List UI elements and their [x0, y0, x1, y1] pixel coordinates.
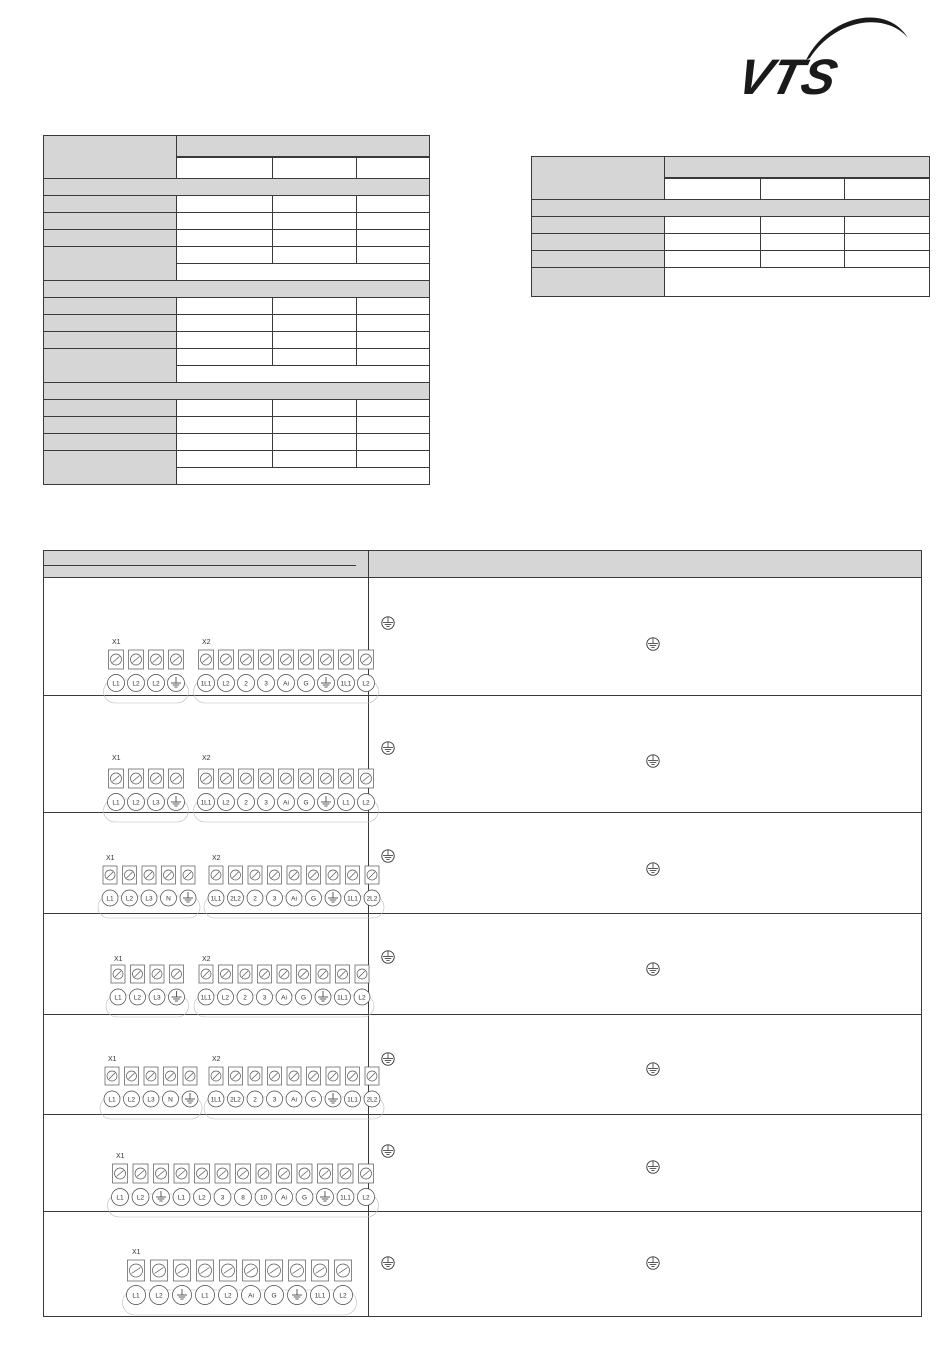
svg-text:1L1: 1L1	[347, 1096, 358, 1104]
svg-text:G: G	[310, 895, 317, 903]
screw-terminal-icon	[326, 1067, 340, 1085]
screw-terminal-icon	[209, 866, 223, 884]
screw-terminal-icon	[169, 650, 184, 669]
screw-terminal-icon	[243, 1260, 260, 1281]
screw-terminal-icon	[279, 650, 294, 669]
protective-earth-icon	[381, 849, 395, 863]
screw-terminal-icon	[268, 1067, 282, 1085]
svg-text:L2: L2	[127, 1096, 136, 1104]
screw-terminal-icon	[346, 866, 360, 884]
terminal-label	[108, 794, 125, 811]
terminal-label	[198, 675, 215, 692]
screw-terminal-icon	[150, 965, 164, 983]
screw-terminal-icon	[239, 650, 254, 669]
screw-terminal-icon	[169, 769, 184, 788]
terminal-label	[150, 1286, 169, 1305]
terminal-label	[265, 1286, 284, 1305]
svg-text:L1: L1	[201, 1292, 209, 1300]
svg-text:G: G	[301, 1194, 308, 1202]
svg-text:Ai: Ai	[283, 799, 289, 807]
terminal-block-label: X1	[112, 639, 121, 646]
screw-terminal-icon	[142, 866, 156, 884]
screw-terminal-icon	[109, 769, 124, 788]
protective-earth-icon	[646, 1256, 660, 1270]
terminal-label	[208, 890, 224, 906]
screw-terminal-icon	[197, 1260, 214, 1281]
ground-cell-1	[369, 578, 922, 696]
svg-text:L1: L1	[106, 895, 114, 903]
terminal-label	[235, 1189, 252, 1206]
terminal-label	[267, 890, 283, 906]
protective-earth-icon	[381, 1144, 395, 1158]
terminal-label	[127, 1286, 146, 1305]
screw-terminal-icon	[239, 769, 254, 788]
terminal-label	[124, 1091, 140, 1107]
screw-terminal-icon	[105, 1067, 119, 1085]
svg-text:L2: L2	[198, 1194, 206, 1202]
ground-icon	[318, 794, 335, 811]
svg-text:Ai: Ai	[248, 1292, 254, 1300]
screw-terminal-icon	[336, 965, 350, 983]
screw-terminal-icon	[299, 769, 314, 788]
screw-terminal-icon	[339, 769, 354, 788]
screw-terminal-icon	[319, 769, 334, 788]
screw-terminal-icon	[149, 769, 164, 788]
terminal-label	[306, 890, 322, 906]
terminal-label	[296, 1189, 313, 1206]
screw-terminal-icon	[170, 965, 184, 983]
terminal-label	[255, 1189, 272, 1206]
svg-text:L3: L3	[152, 799, 160, 807]
terminal-label	[196, 1286, 215, 1305]
ground-icon	[168, 675, 185, 692]
terminal-diagram-6	[44, 1115, 369, 1212]
terminal-label	[219, 1286, 238, 1305]
screw-terminal-icon	[125, 1067, 139, 1085]
screw-terminal-icon	[219, 965, 233, 983]
screw-terminal-icon	[248, 866, 262, 884]
screw-terminal-icon	[259, 650, 274, 669]
terminal-label	[194, 1189, 211, 1206]
svg-text:Ai: Ai	[281, 1194, 287, 1202]
screw-terminal-icon	[318, 1164, 333, 1183]
terminal-label	[208, 1091, 224, 1107]
ground-icon	[325, 1091, 341, 1107]
terminal-label	[298, 675, 315, 692]
screw-terminal-icon	[144, 1067, 158, 1085]
svg-text:3: 3	[220, 1194, 225, 1202]
screw-terminal-icon	[229, 1067, 243, 1085]
terminal-label	[130, 989, 146, 1005]
svg-text:G: G	[300, 994, 307, 1002]
screw-terminal-icon	[346, 1067, 360, 1085]
screw-terminal-icon	[279, 769, 294, 788]
ground-icon	[315, 989, 331, 1005]
terminal-label	[345, 1091, 361, 1107]
ground-icon	[168, 794, 185, 811]
svg-text:L2: L2	[362, 680, 370, 688]
screw-terminal-icon	[220, 1260, 237, 1281]
screw-terminal-icon	[277, 965, 291, 983]
screw-terminal-icon	[258, 965, 272, 983]
ground-icon	[317, 1189, 334, 1206]
terminal-label	[149, 989, 165, 1005]
ground-icon	[173, 1286, 192, 1305]
screw-terminal-icon	[154, 1164, 169, 1183]
terminal-diagram-1	[44, 578, 369, 696]
terminal-label	[238, 794, 255, 811]
screw-terminal-icon	[149, 650, 164, 669]
svg-text:10: 10	[259, 1194, 268, 1202]
terminal-label	[306, 1091, 322, 1107]
terminal-label	[237, 989, 253, 1005]
screw-terminal-icon	[131, 965, 145, 983]
terminal-label	[337, 1189, 354, 1206]
screw-terminal-icon	[199, 650, 214, 669]
terminal-label	[276, 1189, 293, 1206]
svg-text:1L1: 1L1	[210, 895, 222, 903]
svg-text:1L1: 1L1	[340, 680, 352, 688]
terminal-block-label: X2	[212, 855, 221, 862]
terminal-label	[161, 890, 177, 906]
terminal-label	[198, 794, 215, 811]
screw-terminal-icon	[123, 866, 137, 884]
terminal-diagram-4	[44, 914, 369, 1015]
svg-text:L2: L2	[125, 895, 134, 903]
spec-table-left	[43, 135, 430, 485]
terminal-label	[228, 1091, 244, 1107]
terminal-label	[110, 989, 126, 1005]
svg-text:L1: L1	[114, 994, 122, 1002]
terminal-diagram-7	[44, 1212, 369, 1317]
terminal-label	[276, 989, 292, 1005]
screw-terminal-icon	[209, 1067, 223, 1085]
terminal-diagram-2	[44, 696, 369, 813]
svg-text:3: 3	[272, 895, 277, 903]
screw-terminal-icon	[103, 866, 117, 884]
terminal-label	[286, 890, 302, 906]
terminal-diagram-5	[44, 1015, 378, 1115]
terminal-block-label: X1	[116, 1153, 125, 1160]
wiring-header-right	[369, 551, 922, 578]
screw-terminal-icon	[307, 866, 321, 884]
svg-text:L2: L2	[224, 1292, 232, 1300]
ground-cell-3	[366, 813, 922, 914]
ground-icon	[288, 1286, 307, 1305]
terminal-label	[338, 675, 355, 692]
screw-terminal-icon	[229, 866, 243, 884]
screw-terminal-icon	[287, 1067, 301, 1085]
terminal-block-label: X2	[202, 755, 211, 762]
svg-text:2: 2	[244, 680, 248, 688]
ground-cell-7	[369, 1212, 922, 1317]
vts-logo	[731, 8, 912, 105]
svg-text:G: G	[303, 680, 309, 688]
screw-terminal-icon	[109, 650, 124, 669]
svg-text:2: 2	[253, 895, 257, 903]
protective-earth-icon	[646, 962, 660, 976]
protective-earth-icon	[646, 637, 660, 651]
terminal-label	[148, 675, 165, 692]
screw-terminal-icon	[307, 1067, 321, 1085]
protective-earth-icon	[381, 616, 395, 630]
svg-text:Ai: Ai	[291, 895, 297, 903]
svg-text:L1: L1	[108, 1096, 116, 1104]
svg-text:1L1: 1L1	[210, 1096, 222, 1104]
terminal-label	[267, 1091, 283, 1107]
terminal-label	[247, 890, 263, 906]
protective-earth-icon	[646, 1062, 660, 1076]
svg-text:L1: L1	[116, 1194, 124, 1202]
terminal-label	[228, 890, 244, 906]
terminal-label	[258, 794, 275, 811]
svg-text:L2: L2	[362, 799, 370, 807]
svg-text:L2: L2	[136, 1194, 145, 1202]
terminal-label	[173, 1189, 190, 1206]
svg-text:L1: L1	[112, 680, 120, 688]
screw-terminal-icon	[268, 866, 282, 884]
svg-text:N: N	[168, 1096, 173, 1104]
terminal-label	[112, 1189, 129, 1206]
terminal-diagram-3	[44, 813, 378, 914]
svg-text:3: 3	[264, 799, 268, 807]
screw-terminal-icon	[129, 769, 144, 788]
terminal-label	[258, 675, 275, 692]
terminal-label	[214, 1189, 231, 1206]
svg-text:L2: L2	[362, 1194, 370, 1202]
terminal-label	[242, 1286, 261, 1305]
svg-text:L1: L1	[132, 1292, 140, 1300]
terminal-label	[238, 675, 255, 692]
protective-earth-icon	[646, 754, 660, 768]
svg-text:1L1: 1L1	[314, 1292, 326, 1300]
ground-cell-4	[369, 914, 922, 1015]
svg-text:2L2: 2L2	[230, 1096, 241, 1104]
screw-terminal-icon	[128, 1260, 145, 1281]
screw-terminal-icon	[248, 1067, 262, 1085]
terminal-label	[148, 794, 165, 811]
svg-text:L2: L2	[132, 799, 140, 807]
svg-text:L2: L2	[221, 994, 230, 1002]
ground-icon	[182, 1091, 198, 1107]
screw-terminal-icon	[174, 1164, 189, 1183]
terminal-label	[278, 675, 295, 692]
svg-text:1L1: 1L1	[337, 994, 348, 1002]
svg-text:Ai: Ai	[291, 1096, 297, 1104]
ground-icon	[180, 890, 196, 906]
svg-text:L3: L3	[145, 895, 153, 903]
terminal-block-label: X2	[202, 639, 211, 646]
terminal-label	[128, 794, 145, 811]
svg-text:1L1: 1L1	[200, 799, 212, 807]
svg-text:2: 2	[244, 799, 248, 807]
svg-text:L1: L1	[342, 799, 350, 807]
terminal-label	[218, 989, 234, 1005]
svg-text:2L2: 2L2	[366, 1096, 378, 1104]
screw-terminal-icon	[326, 866, 340, 884]
terminal-block-label: X1	[112, 755, 121, 762]
screw-terminal-icon	[195, 1164, 210, 1183]
svg-text:8: 8	[241, 1194, 245, 1202]
screw-terminal-icon	[319, 650, 334, 669]
screw-terminal-icon	[289, 1260, 306, 1281]
ground-icon	[325, 890, 341, 906]
svg-text:1L1: 1L1	[340, 1194, 351, 1202]
screw-terminal-icon	[162, 866, 176, 884]
screw-terminal-icon	[215, 1164, 230, 1183]
screw-terminal-icon	[151, 1260, 168, 1281]
terminal-label	[218, 675, 235, 692]
screw-terminal-icon	[287, 866, 301, 884]
screw-terminal-icon	[355, 965, 369, 983]
terminal-block-label: X1	[132, 1249, 141, 1256]
terminal-label	[286, 1091, 302, 1107]
terminal-label	[247, 1091, 263, 1107]
svg-text:Ai: Ai	[281, 994, 287, 1002]
screw-terminal-icon	[183, 1067, 197, 1085]
terminal-label	[102, 890, 118, 906]
svg-text:3: 3	[264, 680, 268, 688]
terminal-label	[108, 675, 125, 692]
screw-terminal-icon	[259, 769, 274, 788]
terminal-label	[198, 989, 214, 1005]
terminal-label	[257, 989, 273, 1005]
terminal-label	[122, 890, 138, 906]
screw-terminal-icon	[181, 866, 195, 884]
ground-icon	[318, 675, 335, 692]
terminal-block-label: X1	[108, 1056, 117, 1063]
terminal-label	[334, 1286, 353, 1305]
svg-text:L2: L2	[132, 680, 140, 688]
screw-terminal-icon	[338, 1164, 353, 1183]
screw-terminal-icon	[266, 1260, 283, 1281]
svg-text:1L1: 1L1	[200, 994, 212, 1002]
svg-text:2L2: 2L2	[230, 895, 241, 903]
screw-terminal-icon	[199, 769, 214, 788]
svg-text:L3: L3	[147, 1096, 155, 1104]
svg-text:L2: L2	[155, 1292, 163, 1300]
protective-earth-icon	[646, 862, 660, 876]
ground-cell-6	[369, 1115, 922, 1212]
screw-terminal-icon	[133, 1164, 148, 1183]
logo-wordmark	[732, 49, 843, 105]
protective-earth-icon	[381, 950, 395, 964]
terminal-label	[345, 890, 361, 906]
wiring-header-left	[44, 551, 369, 578]
svg-text:L3: L3	[153, 994, 161, 1002]
terminal-block-label: X2	[202, 956, 211, 963]
screw-terminal-icon	[219, 769, 234, 788]
screw-terminal-icon	[312, 1260, 329, 1281]
svg-text:G: G	[271, 1292, 277, 1300]
brand-name: VTS	[731, 48, 844, 105]
terminal-block-label: X1	[114, 956, 123, 963]
terminal-label	[132, 1189, 149, 1206]
svg-text:1L1: 1L1	[200, 680, 212, 688]
svg-text:2: 2	[243, 994, 247, 1002]
svg-text:N: N	[166, 895, 171, 903]
screw-terminal-icon	[236, 1164, 251, 1183]
ground-cell-5	[366, 1015, 922, 1115]
terminal-label	[298, 794, 315, 811]
ground-cell-2	[369, 696, 922, 813]
terminal-label	[296, 989, 312, 1005]
svg-text:Ai: Ai	[283, 680, 289, 688]
ground-icon	[153, 1189, 170, 1206]
ground-icon	[169, 989, 185, 1005]
screw-terminal-icon	[238, 965, 252, 983]
svg-text:2L2: 2L2	[366, 895, 378, 903]
screw-terminal-icon	[297, 965, 311, 983]
screw-terminal-icon	[174, 1260, 191, 1281]
screw-terminal-icon	[164, 1067, 178, 1085]
svg-text:L1: L1	[177, 1194, 186, 1202]
svg-text:L2: L2	[358, 994, 366, 1002]
protective-earth-icon	[646, 1160, 660, 1174]
terminal-label	[311, 1286, 330, 1305]
terminal-label	[278, 794, 295, 811]
screw-terminal-icon	[219, 650, 234, 669]
svg-text:L2: L2	[152, 680, 160, 688]
screw-terminal-icon	[256, 1164, 271, 1183]
svg-text:L2: L2	[339, 1292, 347, 1300]
svg-text:G: G	[310, 1096, 317, 1104]
wiring-table	[43, 550, 922, 1317]
screw-terminal-icon	[299, 650, 314, 669]
terminal-label	[218, 794, 235, 811]
terminal-block-label: X1	[106, 855, 115, 862]
protective-earth-icon	[381, 1052, 395, 1066]
svg-text:1L1: 1L1	[347, 895, 358, 903]
terminal-label	[128, 675, 145, 692]
screw-terminal-icon	[199, 965, 213, 983]
screw-terminal-icon	[297, 1164, 312, 1183]
spec-table-right	[531, 156, 930, 297]
screw-terminal-icon	[339, 650, 354, 669]
svg-text:L2: L2	[222, 799, 230, 807]
svg-text:3: 3	[262, 994, 267, 1002]
terminal-label	[163, 1091, 179, 1107]
screw-terminal-icon	[316, 965, 330, 983]
terminal-label	[335, 989, 351, 1005]
terminal-label	[143, 1091, 159, 1107]
svg-text:2: 2	[253, 1096, 257, 1104]
svg-text:L1: L1	[112, 799, 120, 807]
protective-earth-icon	[381, 1256, 395, 1270]
svg-text:L2: L2	[222, 680, 230, 688]
screw-terminal-icon	[111, 965, 125, 983]
screw-terminal-icon	[113, 1164, 128, 1183]
screw-terminal-icon	[335, 1260, 352, 1281]
terminal-label	[141, 890, 157, 906]
terminal-label	[104, 1091, 120, 1107]
svg-text:3: 3	[272, 1096, 277, 1104]
protective-earth-icon	[381, 741, 395, 755]
screw-terminal-icon	[129, 650, 144, 669]
terminal-block-label: X2	[212, 1056, 221, 1063]
screw-terminal-icon	[277, 1164, 292, 1183]
svg-text:L2: L2	[133, 994, 142, 1002]
svg-text:G: G	[303, 799, 309, 807]
terminal-label	[338, 794, 355, 811]
